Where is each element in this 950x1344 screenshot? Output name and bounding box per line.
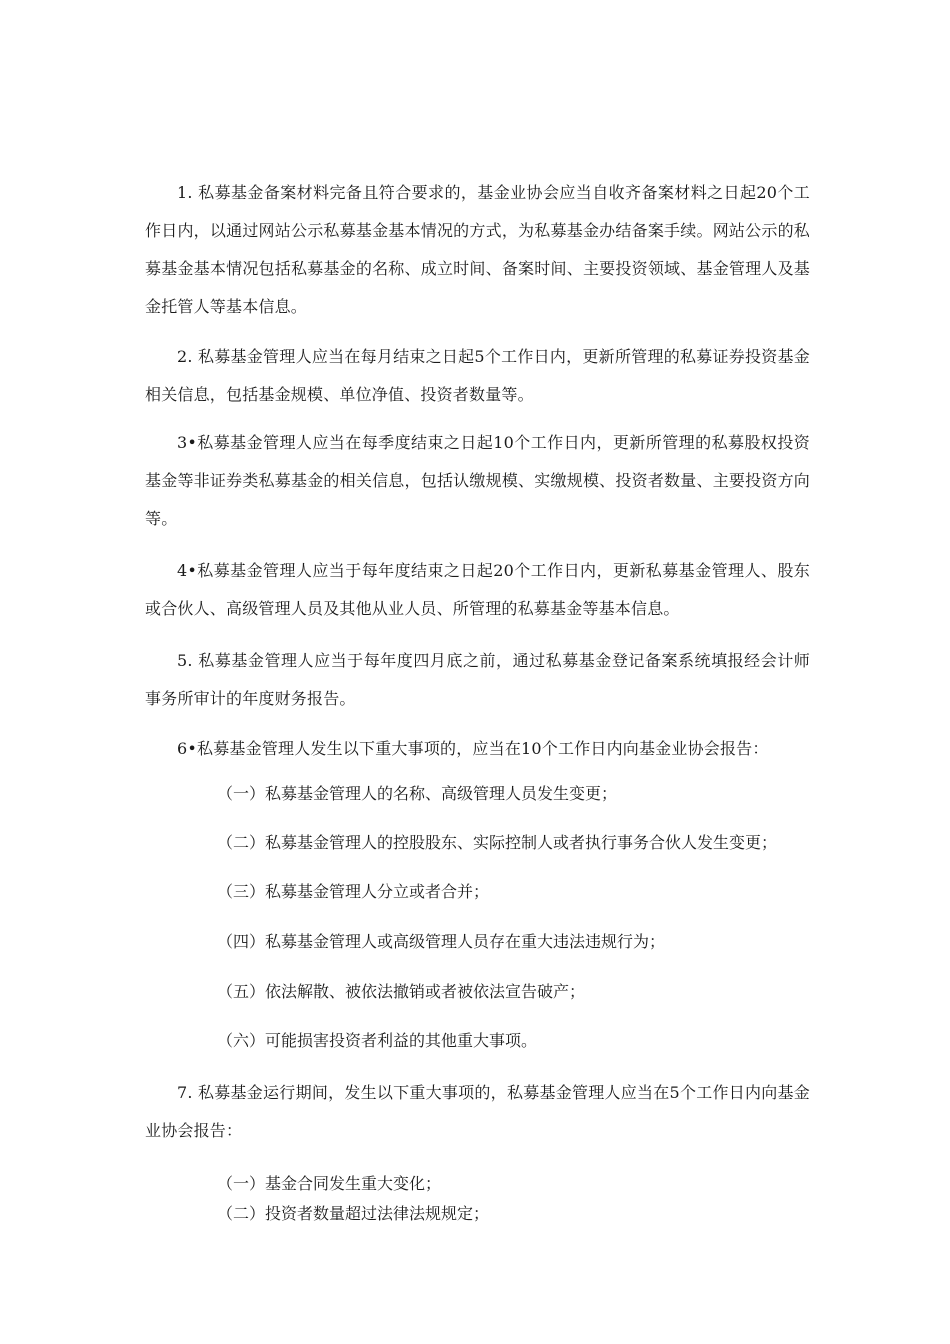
paragraph-5: 5. 私募基金管理人应当于每年度四月底之前，通过私募基金登记备案系统填报经会计师事务所审计的年度财务报告。: [145, 651, 810, 708]
list-item: （一）基金合同发生重大变化；: [217, 1174, 442, 1193]
list-item: （三）私募基金管理人分立或者合并；: [217, 882, 490, 901]
list-item: （一）私募基金管理人的名称、高级管理人员发生变更；: [217, 784, 618, 803]
paragraph-2: 2. 私募基金管理人应当在每月结束之日起5个工作日内，更新所管理的私募证券投资基金相关信息，包括基金规模、单位净值、投资者数量等。: [145, 347, 810, 404]
paragraph-3: 3•私募基金管理人应当在每季度结束之日起10个工作日内，更新所管理的私募股权投资基金等非证券类私募基金的相关信息，包括认缴规模、实缴规模、投资者数量、主要投资方向等。: [145, 433, 810, 528]
list-item: （四）私募基金管理人或高级管理人员存在重大违法违规行为；: [217, 932, 666, 951]
paragraph-1: 1. 私募基金备案材料完备且符合要求的，基金业协会应当自收齐备案材料之日起20个工作日内，以通过网站公示私募基金基本情况的方式，为私募基金办结备案手续。网站公示的私募基金基本情况包括私募基金的名称、成立时间、备案时间、主要投资领域、基金管理人及基金托管人等基本信息。: [145, 183, 810, 316]
list-item: （五）依法解散、被依法撤销或者被依法宣告破产；: [217, 982, 586, 1001]
paragraph-4: 4•私募基金管理人应当于每年度结束之日起20个工作日内，更新私募基金管理人、股东或合伙人、高级管理人员及其他从业人员、所管理的私募基金等基本信息。: [145, 561, 810, 618]
paragraph-7: 7. 私募基金运行期间，发生以下重大事项的，私募基金管理人应当在5个工作日内向基金业协会报告：: [145, 1083, 810, 1140]
document-page: [145, 0, 810, 1344]
list-item: （二）投资者数量超过法律法规规定；: [217, 1204, 490, 1223]
list-item: （六）可能损害投资者利益的其他重大事项。: [217, 1031, 538, 1050]
list-item: （二）私募基金管理人的控股股东、实际控制人或者执行事务合伙人发生变更；: [217, 833, 778, 852]
paragraph-6: 6•私募基金管理人发生以下重大事项的，应当在10个工作日内向基金业协会报告：: [177, 739, 769, 758]
